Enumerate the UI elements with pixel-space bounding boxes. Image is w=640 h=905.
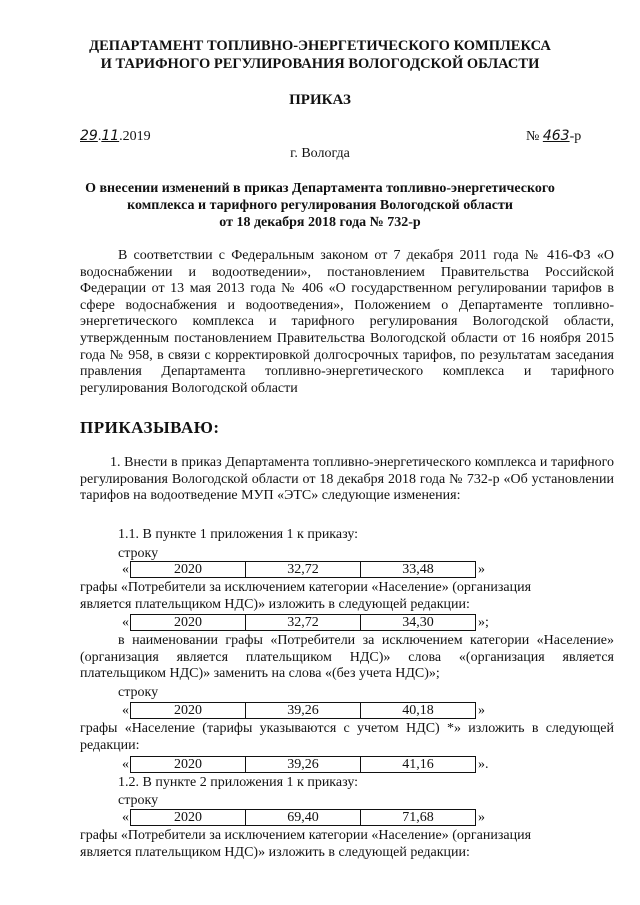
item-1-paragraph: 1. Внести в приказ Департамента топливно-энергетического комплекса и тарифного регулирования Вологодской области от 18 декабря 2018 года № 732-р «Об установлении тарифов на водоотведение МУП «ЭТС» следующие изменения: <box>80 455 614 504</box>
quote-open-4: « <box>122 757 129 772</box>
date-month: 11 <box>101 128 120 144</box>
tariff-row-table-5 <box>130 809 476 826</box>
quote-close-2: »; <box>478 615 489 630</box>
preamble-paragraph: В соответствии с Федеральным законом от 7 декабря 2011 года № 416-ФЗ «О водоснабжении и водоотведении», постановлением Правительства Российской Федерации от 13 мая 2013 года № 406 «О государственном регулировании тарифов в сфере водоснабжения и водоотведения», Положением о Департаменте топливно-энергетического комплекса и тарифного регулирования Вологодской области, утвержденным постановлением Правительства Вологодской области от 16 ноября 2015 года № 958, в связи с корректировкой долгосрочных тарифов, по результатам заседания правления Департамента топливно-энергетического комплекса и тарифного регулирования Вологодской области <box>80 248 614 396</box>
tariff-row-table-4 <box>130 756 476 773</box>
cell-year: 2020 <box>131 562 246 578</box>
table-row <box>131 615 476 631</box>
stroku-label-3: строку <box>118 793 159 808</box>
subitem-1-2: 1.2. В пункте 2 приложения 1 к приказу: <box>118 775 359 790</box>
cell-value-1: 32,72 <box>246 562 361 578</box>
title-line2: комплекса и тарифного регулирования Вологодской области <box>127 198 513 213</box>
number-suffix: -р <box>569 129 582 144</box>
order-word: ПРИКАЗЫВАЮ: <box>80 418 220 437</box>
cell-value-2: 41,16 <box>361 757 476 773</box>
department-name-line2: И ТАРИФНОГО РЕГУЛИРОВАНИЯ ВОЛОГОДСКОЙ ОБЛАСТИ <box>100 56 540 72</box>
number-value: 463 <box>542 128 570 144</box>
table-row <box>131 757 476 773</box>
text-a-line1: графы «Потребители за исключением категории «Население» (организация <box>80 580 532 595</box>
table-row <box>131 562 476 578</box>
text-d-line1: графы «Потребители за исключением категории «Население» (организация <box>80 828 532 843</box>
title-line1: О внесении изменений в приказ Департамента топливно-энергетического <box>85 181 555 196</box>
cell-value-2: 34,30 <box>361 615 476 631</box>
cell-year: 2020 <box>131 615 246 631</box>
order-date: 29.11.2019 <box>80 128 151 144</box>
cell-value-1: 32,72 <box>246 615 361 631</box>
cell-year: 2020 <box>131 703 246 719</box>
quote-open-1: « <box>122 562 129 577</box>
department-name-line1: ДЕПАРТАМЕНТ ТОПЛИВНО-ЭНЕРГЕТИЧЕСКОГО КОМПЛЕКСА <box>89 38 551 54</box>
cell-year: 2020 <box>131 757 246 773</box>
quote-open-3: « <box>122 703 129 718</box>
table-row <box>131 703 476 719</box>
document-type: ПРИКАЗ <box>289 92 351 108</box>
text-b-paragraph: в наименовании графы «Потребители за исключением категории «Население» (организация является плательщиком НДС)» слова «(организация является плательщиком НДС)» заменить на слова «(без учета НДС)»; <box>80 633 614 682</box>
table-row <box>131 810 476 826</box>
tariff-row-table-1 <box>130 561 476 578</box>
date-day: 29 <box>80 128 98 144</box>
cell-value-1: 69,40 <box>246 810 361 826</box>
quote-open-5: « <box>122 810 129 825</box>
order-number <box>526 128 581 145</box>
cell-value-2: 33,48 <box>361 562 476 578</box>
cell-value-1: 39,26 <box>246 703 361 719</box>
cell-year: 2020 <box>131 810 246 826</box>
cell-value-2: 40,18 <box>361 703 476 719</box>
text-a-line2: является плательщиком НДС)» изложить в следующей редакции: <box>80 597 470 612</box>
number-sign: № <box>526 129 540 144</box>
stroku-label-2: строку <box>118 685 159 700</box>
cell-value-1: 39,26 <box>246 757 361 773</box>
date-year: .2019 <box>119 129 151 144</box>
quote-close-1: » <box>478 562 485 577</box>
tariff-row-table-2 <box>130 614 476 631</box>
quote-close-3: » <box>478 703 485 718</box>
tariff-row-table-3 <box>130 702 476 719</box>
title-line3: от 18 декабря 2018 года № 732-р <box>219 215 421 230</box>
cell-value-2: 71,68 <box>361 810 476 826</box>
city: г. Вологда <box>290 146 350 161</box>
stroku-label-1: строку <box>118 546 159 561</box>
text-d-line2: является плательщиком НДС)» изложить в следующей редакции: <box>80 845 470 860</box>
quote-open-2: « <box>122 615 129 630</box>
quote-close-5: » <box>478 810 485 825</box>
subitem-1-1: 1.1. В пункте 1 приложения 1 к приказу: <box>118 527 359 542</box>
quote-close-4: ». <box>478 757 489 772</box>
text-c-paragraph: графы «Население (тарифы указываются с учетом НДС) *» изложить в следующей редакции: <box>80 721 614 753</box>
